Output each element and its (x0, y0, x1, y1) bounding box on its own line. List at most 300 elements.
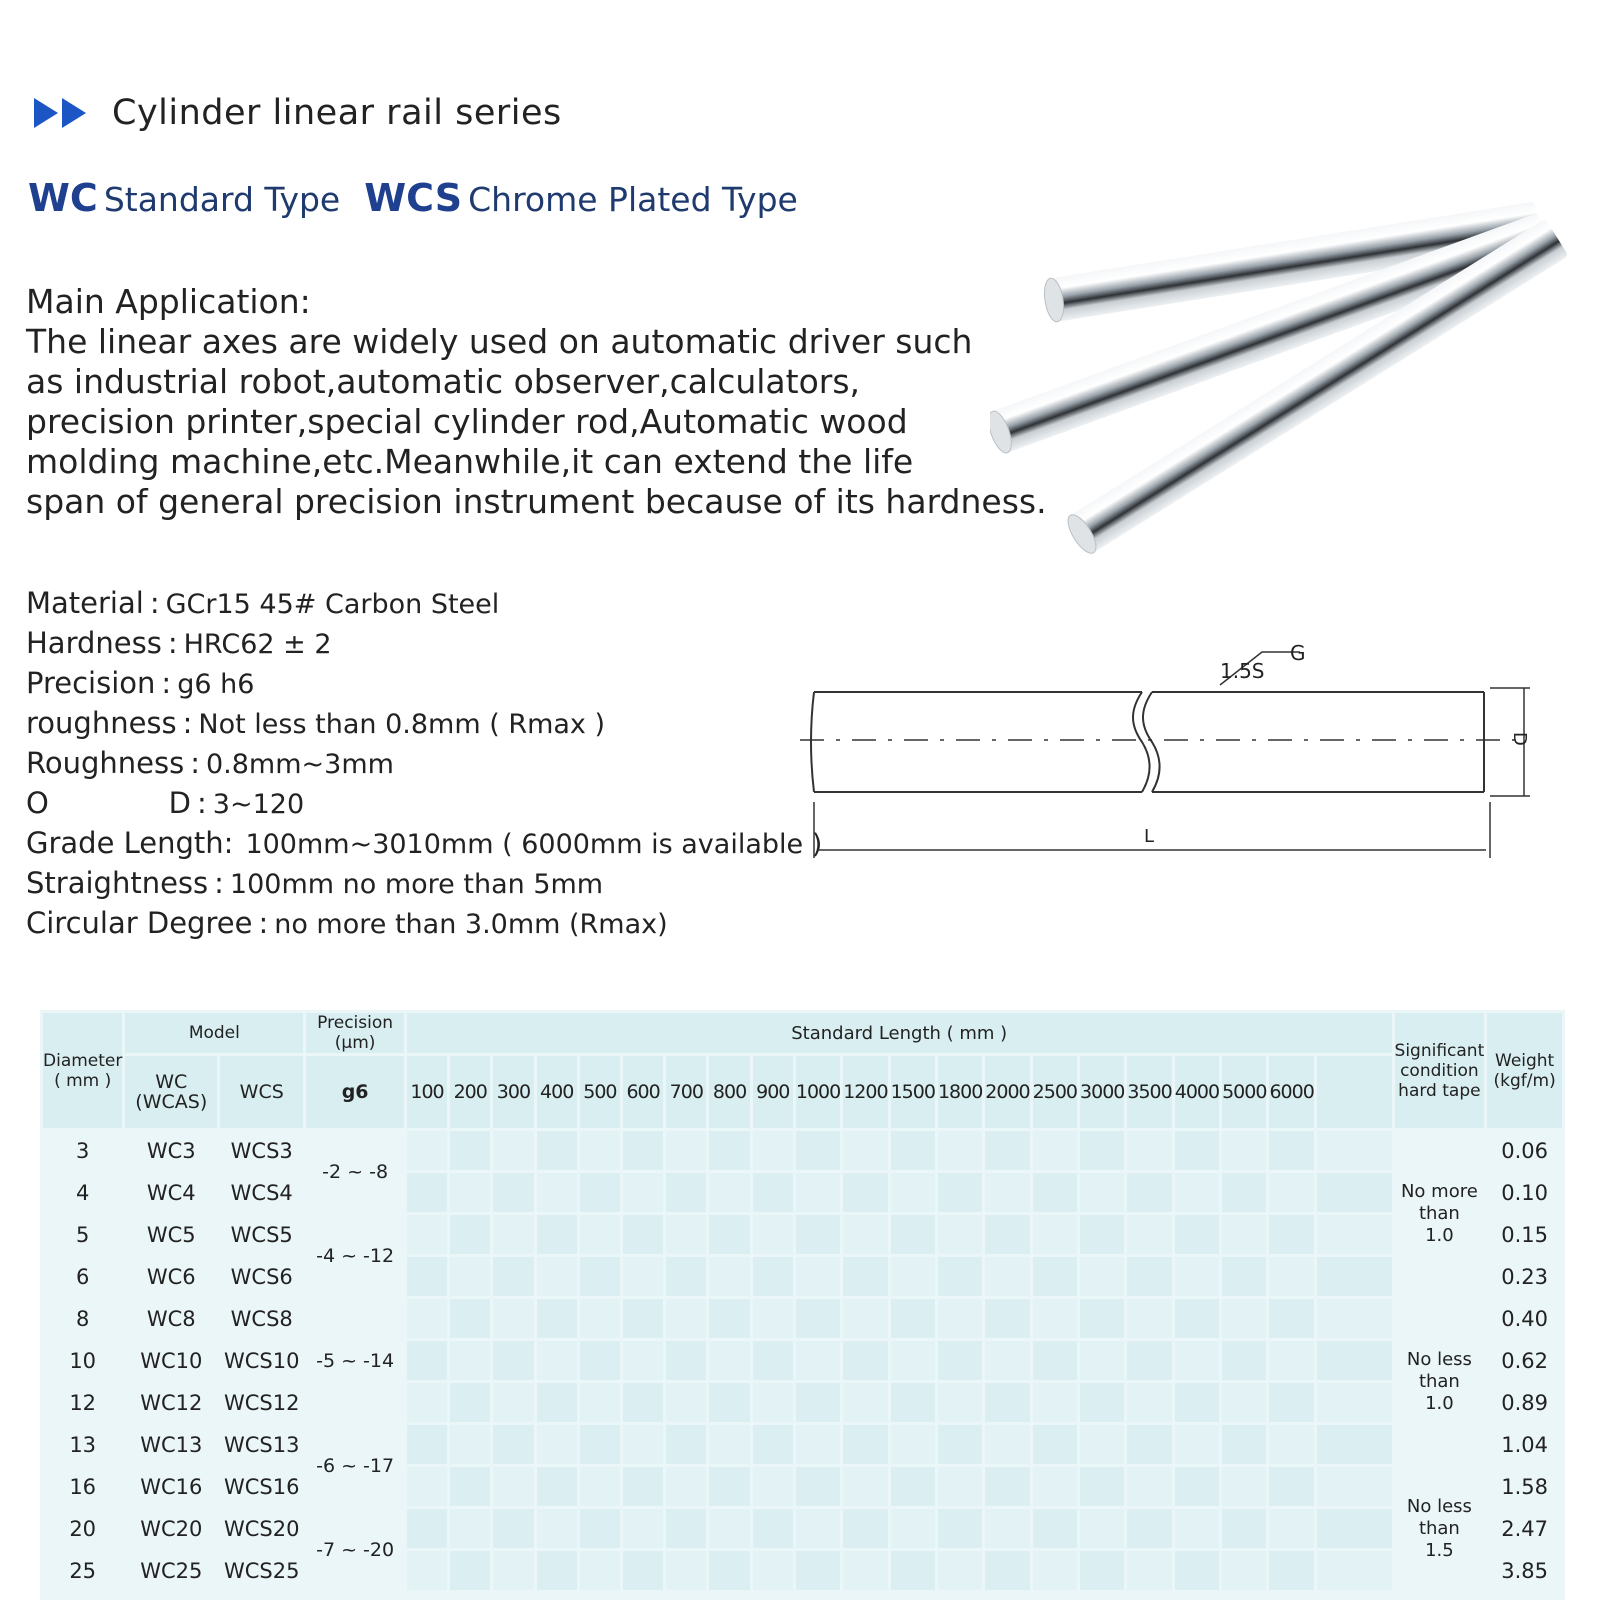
length-cell (1080, 1173, 1124, 1212)
length-cell (666, 1131, 706, 1170)
diameter-cell: 16 (43, 1467, 122, 1506)
length-cell (537, 1467, 577, 1506)
length-cell (1317, 1383, 1392, 1422)
weight-cell: 2.47 (1487, 1509, 1562, 1548)
length-cell (938, 1299, 982, 1338)
length-cell (580, 1425, 620, 1464)
length-cell (938, 1509, 982, 1548)
length-cell (1127, 1215, 1171, 1254)
length-cell (985, 1509, 1029, 1548)
weight-cell: 0.06 (1487, 1131, 1562, 1170)
length-cell (666, 1173, 706, 1212)
length-cell (1127, 1425, 1171, 1464)
length-cell (1222, 1425, 1266, 1464)
length-cell (493, 1425, 533, 1464)
wcs-model-cell: WCS4 (220, 1173, 303, 1212)
length-cell (753, 1425, 793, 1464)
length-cell (580, 1299, 620, 1338)
spec-hardness: Hardness : HRC62 ± 2 (26, 626, 332, 660)
wc-column-header: WC (WCAS) (125, 1056, 217, 1128)
table-row (43, 1467, 1562, 1506)
table-row (43, 1299, 1562, 1338)
length-cell (493, 1467, 533, 1506)
length-cell (450, 1467, 490, 1506)
spec-grade-length: Grade Length: 100mm~3010mm ( 6000mm is available ) (26, 826, 823, 860)
length-cell (1080, 1257, 1124, 1296)
length-cell (1033, 1551, 1077, 1590)
wcs-model-cell: WCS3 (220, 1131, 303, 1170)
length-cell (753, 1215, 793, 1254)
length-cell (1033, 1509, 1077, 1548)
length-cell (580, 1341, 620, 1380)
precision-cell: -6 ~ -17 (306, 1425, 404, 1506)
length-cell (450, 1299, 490, 1338)
length-cell (407, 1383, 447, 1422)
length-cell (1127, 1467, 1171, 1506)
length-header: 900 (753, 1056, 793, 1128)
length-cell (985, 1131, 1029, 1170)
length-cell (1175, 1215, 1219, 1254)
length-cell (1269, 1383, 1313, 1422)
length-cell (1080, 1131, 1124, 1170)
length-cell (580, 1215, 620, 1254)
wcs-model-cell: WCS25 (220, 1551, 303, 1590)
hard-tape-cell: No more than 1.0 (1395, 1131, 1485, 1296)
length-cell (407, 1551, 447, 1590)
length-cell (796, 1341, 840, 1380)
chamfer-label: 1.5S (1220, 659, 1265, 683)
length-header: 300 (493, 1056, 533, 1128)
length-cell (938, 1173, 982, 1212)
precision-cell: -5 ~ -14 (306, 1299, 404, 1422)
diameter-cell: 12 (43, 1383, 122, 1422)
length-cell (1080, 1215, 1124, 1254)
weight-cell: 0.62 (1487, 1341, 1562, 1380)
double-arrow-icon (34, 98, 86, 128)
length-cell (1269, 1299, 1313, 1338)
length-cell (1317, 1467, 1392, 1506)
wcs-model-cell: WCS12 (220, 1383, 303, 1422)
length-cell (537, 1383, 577, 1422)
length-cell (843, 1299, 887, 1338)
weight-cell: 0.23 (1487, 1257, 1562, 1296)
length-cell (666, 1467, 706, 1506)
length-cell (1175, 1551, 1219, 1590)
length-cell (1269, 1215, 1313, 1254)
length-cell (891, 1341, 935, 1380)
spec-table-body (43, 1131, 1562, 1590)
wc-model-cell: WC5 (125, 1215, 217, 1254)
wcs-model-cell: WCS16 (220, 1467, 303, 1506)
weight-cell: 0.40 (1487, 1299, 1562, 1338)
length-cell (985, 1467, 1029, 1506)
length-cell (580, 1173, 620, 1212)
length-cell (537, 1509, 577, 1548)
application-line: molding machine,etc.Meanwhile,it can extend the life (26, 442, 914, 481)
diameter-cell: 10 (43, 1341, 122, 1380)
length-cell (843, 1383, 887, 1422)
length-label: L (1144, 826, 1155, 847)
weight-cell: 0.89 (1487, 1383, 1562, 1422)
length-cell (753, 1467, 793, 1506)
diameter-cell: 6 (43, 1257, 122, 1296)
table-row (43, 1131, 1562, 1170)
length-header: 2500 (1033, 1056, 1077, 1128)
length-cell (753, 1509, 793, 1548)
spec-table-container (40, 1010, 1565, 1600)
wcs-code: WCS (364, 176, 463, 220)
length-cell (1269, 1131, 1313, 1170)
length-cell (407, 1299, 447, 1338)
length-cell (1269, 1467, 1313, 1506)
length-cell (843, 1215, 887, 1254)
wc-model-cell: WC25 (125, 1551, 217, 1590)
length-cell (1175, 1467, 1219, 1506)
length-cell (985, 1383, 1029, 1422)
weight-cell: 1.58 (1487, 1467, 1562, 1506)
length-cell (1175, 1173, 1219, 1212)
length-cell (985, 1551, 1029, 1590)
length-cell (709, 1509, 749, 1548)
length-cell (709, 1173, 749, 1212)
length-cell (537, 1257, 577, 1296)
length-cell (1269, 1173, 1313, 1212)
length-cell (796, 1215, 840, 1254)
length-cell (891, 1509, 935, 1548)
length-cell (450, 1509, 490, 1548)
length-cell (709, 1425, 749, 1464)
length-cell (666, 1299, 706, 1338)
length-cell (1317, 1299, 1392, 1338)
length-cell (1175, 1509, 1219, 1548)
length-cell (709, 1383, 749, 1422)
length-cell (666, 1551, 706, 1590)
series-title: Cylinder linear rail series (112, 93, 562, 133)
spec-circular-degree: Circular Degree : no more than 3.0mm (Rmax) (26, 906, 668, 940)
length-header: 1500 (891, 1056, 935, 1128)
diameter-cell: 25 (43, 1551, 122, 1590)
length-header: 1800 (938, 1056, 982, 1128)
length-cell (843, 1425, 887, 1464)
length-cell (985, 1425, 1029, 1464)
wc-model-cell: WC8 (125, 1299, 217, 1338)
wcs-model-cell: WCS13 (220, 1425, 303, 1464)
length-header: 200 (450, 1056, 490, 1128)
length-cell (407, 1173, 447, 1212)
diameter-cell: 3 (43, 1131, 122, 1170)
wc-model-cell: WC3 (125, 1131, 217, 1170)
wcs-model-cell: WCS20 (220, 1509, 303, 1548)
length-cell (450, 1173, 490, 1212)
length-cell (891, 1551, 935, 1590)
length-cell (938, 1215, 982, 1254)
length-cell (938, 1257, 982, 1296)
length-cell (1222, 1215, 1266, 1254)
wc-model-cell: WC12 (125, 1383, 217, 1422)
length-cell (753, 1299, 793, 1338)
length-cell (493, 1509, 533, 1548)
length-header: 400 (537, 1056, 577, 1128)
application-heading: Main Application: (26, 282, 311, 321)
length-cell (753, 1341, 793, 1380)
length-cell (709, 1257, 749, 1296)
length-cell (580, 1131, 620, 1170)
length-cell (1222, 1509, 1266, 1548)
length-cell (985, 1215, 1029, 1254)
application-line: span of general precision instrument because of its hardness. (26, 482, 1047, 521)
length-cell (843, 1341, 887, 1380)
spec-roughness-min: roughness : Not less than 0.8mm ( Rmax ) (26, 706, 606, 740)
length-header: 700 (666, 1056, 706, 1128)
length-cell (580, 1509, 620, 1548)
length-cell (796, 1131, 840, 1170)
length-cell (1222, 1467, 1266, 1506)
length-cell (493, 1257, 533, 1296)
length-cell (1033, 1131, 1077, 1170)
weight-cell: 0.15 (1487, 1215, 1562, 1254)
length-cell (1317, 1341, 1392, 1380)
length-cell (1127, 1341, 1171, 1380)
length-cell (1033, 1257, 1077, 1296)
length-cell (1080, 1551, 1124, 1590)
length-header-empty (1317, 1056, 1392, 1128)
length-cell (666, 1341, 706, 1380)
spec-outer-diameter: O D : 3~120 (26, 786, 305, 820)
length-cell (666, 1257, 706, 1296)
length-cell (891, 1299, 935, 1338)
table-row (43, 1257, 1562, 1296)
length-cell (1127, 1299, 1171, 1338)
length-cell (1127, 1257, 1171, 1296)
wc-model-cell: WC16 (125, 1467, 217, 1506)
weight-cell: 3.85 (1487, 1551, 1562, 1590)
length-cell (709, 1215, 749, 1254)
length-cell (1269, 1341, 1313, 1380)
diameter-cell: 20 (43, 1509, 122, 1548)
length-cell (537, 1425, 577, 1464)
length-cell (407, 1467, 447, 1506)
length-cell (537, 1215, 577, 1254)
length-cell (1317, 1215, 1392, 1254)
length-header: 5000 (1222, 1056, 1266, 1128)
length-cell (1080, 1299, 1124, 1338)
length-cell (580, 1257, 620, 1296)
length-header: 600 (623, 1056, 663, 1128)
length-cell (493, 1551, 533, 1590)
length-cell (623, 1131, 663, 1170)
spec-table (40, 1010, 1565, 1593)
precision-cell: -4 ~ -12 (306, 1215, 404, 1296)
length-cell (938, 1551, 982, 1590)
length-cell (843, 1509, 887, 1548)
model-header: Model (125, 1013, 303, 1053)
length-cell (623, 1383, 663, 1422)
diameter-cell: 5 (43, 1215, 122, 1254)
length-cell (796, 1425, 840, 1464)
length-cell (1033, 1425, 1077, 1464)
length-header: 100 (407, 1056, 447, 1128)
length-cell (537, 1551, 577, 1590)
length-cell (407, 1257, 447, 1296)
length-cell (796, 1551, 840, 1590)
length-cell (985, 1341, 1029, 1380)
length-cell (843, 1257, 887, 1296)
table-row (43, 1509, 1562, 1548)
weight-cell: 0.10 (1487, 1173, 1562, 1212)
wcs-model-cell: WCS5 (220, 1215, 303, 1254)
wcs-column-header: WCS (220, 1056, 303, 1128)
length-cell (623, 1299, 663, 1338)
length-cell (407, 1509, 447, 1548)
length-cell (1222, 1131, 1266, 1170)
length-cell (1080, 1509, 1124, 1548)
length-cell (753, 1551, 793, 1590)
length-cell (796, 1299, 840, 1338)
length-cell (623, 1551, 663, 1590)
length-cell (1080, 1383, 1124, 1422)
length-cell (450, 1215, 490, 1254)
length-cell (537, 1131, 577, 1170)
wcs-model-cell: WCS10 (220, 1341, 303, 1380)
length-cell (1317, 1257, 1392, 1296)
application-line: precision printer,special cylinder rod,Automatic wood (26, 402, 908, 441)
length-cell (1175, 1299, 1219, 1338)
spec-material: Material : GCr15 45# Carbon Steel (26, 586, 500, 620)
length-cell (796, 1467, 840, 1506)
length-cell (623, 1215, 663, 1254)
length-cell (493, 1299, 533, 1338)
length-cell (709, 1341, 749, 1380)
length-cell (1222, 1257, 1266, 1296)
length-cell (1127, 1551, 1171, 1590)
length-cell (666, 1425, 706, 1464)
length-header: 2000 (985, 1056, 1029, 1128)
length-cell (753, 1383, 793, 1422)
length-cell (1033, 1215, 1077, 1254)
weight-cell: 1.04 (1487, 1425, 1562, 1464)
length-cell (450, 1341, 490, 1380)
length-cell (450, 1131, 490, 1170)
length-cell (985, 1257, 1029, 1296)
length-cell (1317, 1551, 1392, 1590)
length-cell (450, 1551, 490, 1590)
grind-label: G (1290, 641, 1306, 665)
length-cell (1222, 1551, 1266, 1590)
length-cell (938, 1425, 982, 1464)
length-cell (1317, 1425, 1392, 1464)
table-row (43, 1173, 1562, 1212)
diameter-cell: 13 (43, 1425, 122, 1464)
spec-roughness-range: Roughness : 0.8mm~3mm (26, 746, 394, 780)
length-cell (537, 1299, 577, 1338)
type-line (28, 176, 822, 220)
length-cell (450, 1383, 490, 1422)
diameter-header: Diameter ( mm ) (43, 1013, 122, 1128)
length-cell (1127, 1131, 1171, 1170)
length-cell (450, 1425, 490, 1464)
length-cell (753, 1257, 793, 1296)
length-cell (623, 1425, 663, 1464)
length-cell (1317, 1509, 1392, 1548)
length-cell (1175, 1341, 1219, 1380)
length-cell (985, 1299, 1029, 1338)
length-cell (580, 1383, 620, 1422)
table-row (43, 1383, 1562, 1422)
length-cell (843, 1173, 887, 1212)
table-row (43, 1551, 1562, 1590)
length-cell (666, 1383, 706, 1422)
length-cell (1033, 1299, 1077, 1338)
wc-model-cell: WC20 (125, 1509, 217, 1548)
length-cell (1080, 1341, 1124, 1380)
length-header: 6000 (1269, 1056, 1313, 1128)
length-cell (938, 1383, 982, 1422)
hard-tape-header: Significant condition hard tape (1395, 1013, 1485, 1128)
length-header: 1000 (796, 1056, 840, 1128)
length-cell (891, 1257, 935, 1296)
shaft-dimension-drawing (800, 640, 1560, 880)
table-row (43, 1425, 1562, 1464)
length-cell (537, 1341, 577, 1380)
length-cell (709, 1467, 749, 1506)
length-cell (580, 1467, 620, 1506)
length-cell (407, 1341, 447, 1380)
diameter-cell: 8 (43, 1299, 122, 1338)
length-cell (796, 1173, 840, 1212)
length-cell (493, 1383, 533, 1422)
length-cell (493, 1173, 533, 1212)
length-cell (1175, 1425, 1219, 1464)
length-cell (1269, 1509, 1313, 1548)
hard-tape-cell: No less than 1.5 (1395, 1467, 1485, 1590)
length-cell (891, 1131, 935, 1170)
length-cell (709, 1551, 749, 1590)
length-cell (1033, 1173, 1077, 1212)
length-cell (537, 1173, 577, 1212)
length-cell (1269, 1425, 1313, 1464)
spec-straightness: Straightness : 100mm no more than 5mm (26, 866, 604, 900)
length-cell (709, 1299, 749, 1338)
length-cell (796, 1383, 840, 1422)
length-cell (891, 1215, 935, 1254)
spec-precision: Precision : g6 h6 (26, 666, 255, 700)
length-cell (1269, 1551, 1313, 1590)
wc-code: WC (28, 176, 98, 220)
length-header: 3000 (1080, 1056, 1124, 1128)
table-row (43, 1341, 1562, 1380)
linear-rods-image (990, 180, 1590, 580)
diameter-cell: 4 (43, 1173, 122, 1212)
application-line: as industrial robot,automatic observer,calculators, (26, 362, 861, 401)
length-cell (985, 1173, 1029, 1212)
length-cell (891, 1467, 935, 1506)
length-cell (1222, 1173, 1266, 1212)
length-cell (1175, 1131, 1219, 1170)
length-cell (450, 1257, 490, 1296)
length-cell (1127, 1383, 1171, 1422)
wc-model-cell: WC10 (125, 1341, 217, 1380)
precision-cell: -7 ~ -20 (306, 1509, 404, 1590)
length-header: 800 (709, 1056, 749, 1128)
length-cell (891, 1383, 935, 1422)
precision-header: Precision (μm) (306, 1013, 404, 1053)
length-cell (1080, 1425, 1124, 1464)
wc-type-name: Standard Type (103, 180, 341, 219)
length-cell (666, 1215, 706, 1254)
length-cell (493, 1341, 533, 1380)
precision-g6-header: g6 (306, 1056, 404, 1128)
series-header (34, 88, 562, 138)
